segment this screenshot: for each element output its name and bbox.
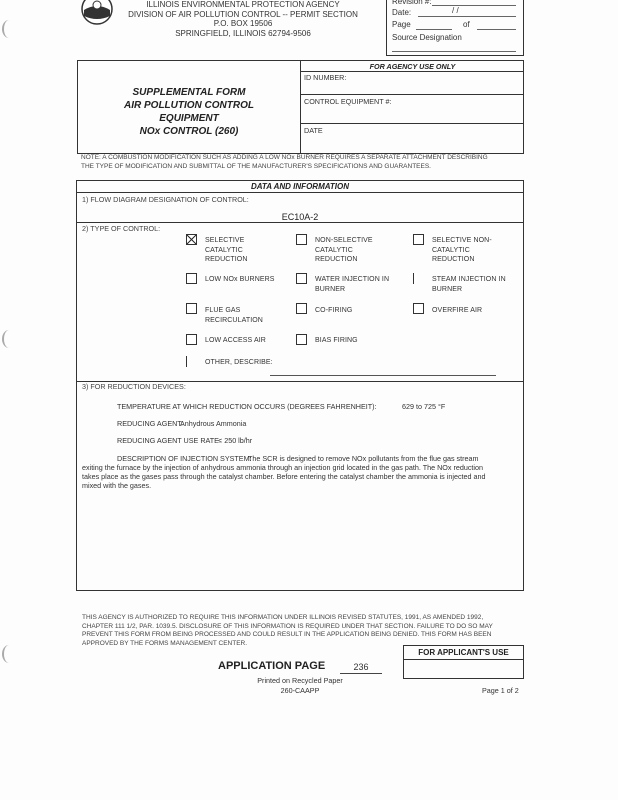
revision-label: Revision #: [392,0,432,6]
legal-line-3: PREVENT THIS FORM FROM BEING PROCESSED AND COULD RESULT IN THE APPLICATION BEING DENIED. THIS FORM HAS BEEN [82,631,492,638]
agency-logo [80,0,114,26]
title-divider [300,60,301,154]
binder-mark [2,20,16,38]
date-label: Date: [392,8,412,17]
data-heading-rule [76,192,524,193]
q1-rule [76,222,524,223]
agency-header [118,0,368,38]
note-line-2: THE TYPE OF MODIFICATION AND SUBMITTAL OF THE MANUFACTURER'S SPECIFICATIONS AND GUARANTEES. [81,162,431,170]
steam-injection-label: STEAM INJECTION IN BURNER [432,276,506,293]
id-number-label: ID NUMBER: [304,73,347,82]
title-line-2: AIR POLLUTION CONTROL [124,100,254,111]
temperature-label: TEMPERATURE AT WHICH REDUCTION OCCURS (DEGREES FAHRENHEIT): [117,402,377,411]
page-line[interactable] [416,29,452,30]
q3-label: 3) FOR REDUCTION DEVICES: [82,382,186,391]
binder-mark [2,330,16,348]
nscr-label: NON-SELECTIVE CATALYTIC REDUCTION [315,237,373,263]
q1-label: 1) FLOW DIAGRAM DESIGNATION OF CONTROL: [82,195,249,204]
recycled-note: Printed on Recycled Paper [257,676,343,685]
injection-description[interactable] [82,463,520,490]
bias-firing-label: BIAS FIRING [315,337,358,344]
low-nox-label: LOW NOx BURNERS [205,276,275,283]
date-separators: / / [452,6,459,15]
other-label: OTHER, DESCRIBE: [205,359,273,366]
binder-mark [2,645,16,663]
source-line[interactable] [392,51,516,52]
agency-name: ILLINOIS ENVIRONMENTAL PROTECTION AGENCY [146,0,340,9]
control-equipment-rule[interactable] [300,123,524,124]
scr-checkbox[interactable] [186,234,197,245]
fgr-checkbox[interactable] [186,303,197,314]
temperature-value[interactable]: 629 to 725 °F [402,402,446,411]
page-total-line[interactable] [477,29,516,30]
other-checkbox[interactable] [186,356,190,367]
reducing-agent-label: REDUCING AGENT: [117,419,183,428]
injection-text-1[interactable]: The SCR is designed to remove NOx pollutants from the flue gas stream [248,454,479,463]
revision-line[interactable] [432,5,516,6]
sncr-label: SELECTIVE NON-CATALYTIC REDUCTION [432,237,492,263]
co-firing-checkbox[interactable] [296,303,307,314]
use-rate-value[interactable]: < 250 lb/hr [218,436,253,445]
note-line-1: NOTE: A COMBUSTION MODIFICATION SUCH AS ADDING A LOW NOx BURNER REQUIRES A SEPARATE ATTACHMENT DESCRIBING [81,154,488,161]
q2-label: 2) TYPE OF CONTROL: [82,224,161,233]
applicant-use-rule [403,659,524,660]
agency-date-label: DATE [304,126,323,135]
data-section-heading: DATA AND INFORMATION [250,182,350,191]
agency-use-heading: FOR AGENCY USE ONLY [369,62,456,71]
agency-use-rule [300,71,524,72]
overfire-air-checkbox[interactable] [413,303,424,314]
fgr-label: FLUE GAS RECIRCULATION [205,307,263,324]
injection-system-label: DESCRIPTION OF INJECTION SYSTEM: [117,454,252,463]
legal-line-4: APPROVED BY THE FORMS MANAGEMENT CENTER. [82,639,248,647]
use-rate-label: REDUCING AGENT USE RATE: [117,436,221,445]
injection-text-2: exiting the furnace by the injection of anhydrous ammonia through an injection grid located in the gas path. The NOx reduction [82,463,484,472]
source-label: Source Designation [392,33,462,42]
low-excess-air-checkbox[interactable] [186,334,197,345]
sncr-checkbox[interactable] [413,234,424,245]
co-firing-label: CO-FIRING [315,307,353,314]
legal-notice [82,614,522,648]
title-line-3: EQUIPMENT [159,113,219,124]
water-injection-label: WATER INJECTION IN BURNER [315,276,390,293]
division-name: DIVISION OF AIR POLLUTION CONTROL -- PERMIT SECTION [128,9,358,19]
title-line-1: SUPPLEMENTAL FORM [132,87,246,98]
checked-x-icon [187,235,196,244]
low-excess-air-label: LOW ACCESS AIR [205,337,266,344]
bias-firing-checkbox[interactable] [296,334,307,345]
overfire-air-label: OVERFIRE AIR [432,307,483,314]
application-page-value[interactable]: 236 [353,662,369,672]
application-page-label: APPLICATION PAGE [218,660,326,672]
id-number-rule[interactable] [300,94,524,95]
date-line[interactable] [418,16,516,17]
steam-injection-checkbox[interactable] [413,273,417,284]
title-line-4: NOx CONTROL (260) [139,126,239,137]
legal-line-2: CHAPTER 111 1/2, PAR. 1039.5. DISCLOSURE OF THIS INFORMATION IS REQUIRED UNDER THAT SECTION. FAILURE TO DO SO MAY [82,622,493,630]
other-describe-line[interactable] [270,375,496,376]
city-address: SPRINGFIELD, ILLINOIS 62794-9506 [175,28,311,38]
injection-text-3: takes place as the gases pass through the catalyst chamber. Before entering the catalyst chamber the ammonia is injected and [82,472,486,481]
nscr-checkbox[interactable] [296,234,307,245]
page-indicator: Page 1 of 2 [482,686,519,695]
legal-line-1: THIS AGENCY IS AUTHORIZED TO REQUIRE THIS INFORMATION UNDER ILLINOIS REVISED STATUTES, 1991, AS AMENDED 1992, [82,614,484,621]
scr-label: SELECTIVE CATALYTIC REDUCTION [205,237,248,263]
low-nox-checkbox[interactable] [186,273,197,284]
page-label: Page [392,20,411,29]
control-equipment-label: CONTROL EQUIPMENT #: [304,97,392,106]
form-id: 260-CAAPP [280,686,320,695]
po-box: P.O. BOX 19506 [213,19,273,28]
reducing-agent-value[interactable]: Anhydrous Ammonia [180,419,247,428]
water-injection-checkbox[interactable] [296,273,307,284]
flow-diagram-value[interactable]: EC10A-2 [281,212,319,222]
note [81,154,521,171]
application-page-line [340,673,382,674]
injection-text-4: mixed with the gases. [82,481,152,490]
page-of-label: of [463,20,470,29]
applicant-use-heading: FOR APPLICANT'S USE [418,648,509,657]
form-title [80,86,298,138]
